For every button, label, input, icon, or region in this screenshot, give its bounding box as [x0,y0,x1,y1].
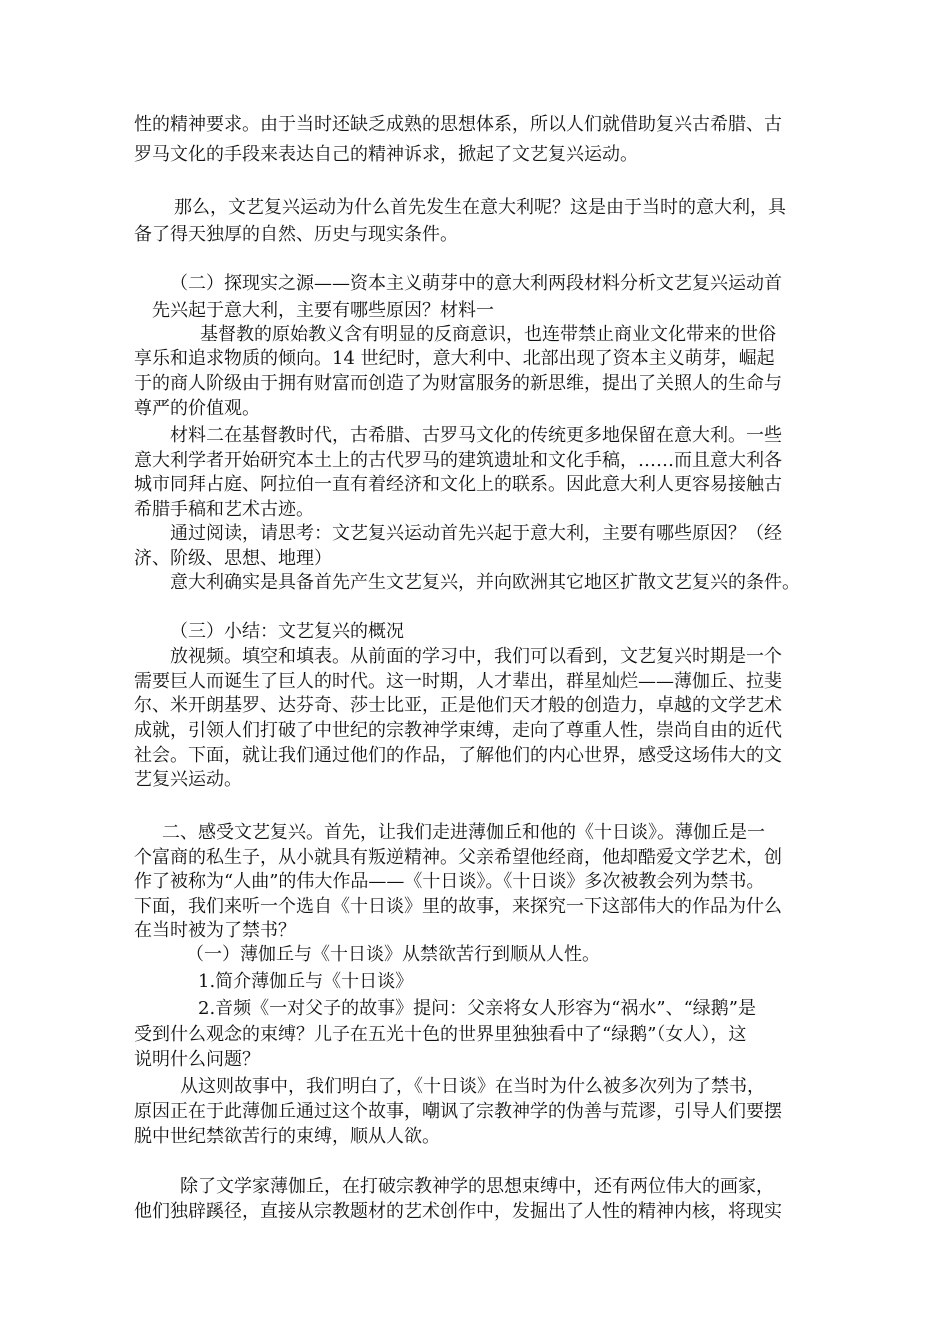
text-line: 先兴起于意大利，主要有哪些原因？材料一 [152,300,494,321]
text-line: 艺复兴运动。 [134,769,242,790]
text-line: 材料二在基督教时代，古希腊、古罗马文化的传统更多地保留在意大利。一些 [170,425,782,446]
text-line: 他们独辟蹊径，直接从宗教题材的艺术创作中，发掘出了人性的精神内核，将现实 [134,1201,782,1222]
text-line: 尔、米开朗基罗、达芬奇、莎士比亚，正是他们天才般的创造力，卓越的文学艺术 [134,695,782,716]
text-line: 性的精神要求。由于当时还缺乏成熟的思想体系，所以人们就借助复兴古希腊、古 [134,114,782,135]
text-line: 社会。下面，就让我们通过他们的作品，了解他们的内心世界，感受这场伟大的文 [134,745,782,766]
text-line: 下面，我们来听一个选自《十日谈》里的故事，来探究一下这部伟大的作品为什么 [134,896,782,917]
text-line: 在当时被为了禁书？ [134,920,296,941]
text-line: 意大利学者开始研究本土上的古代罗马的建筑遗址和文化手稿，……而且意大利各 [134,450,782,471]
text-line: 罗马文化的手段来表达自己的精神诉求，掀起了文艺复兴运动。 [134,144,638,165]
text-line: 基督教的原始教义含有明显的反商意识，也连带禁止商业文化带来的世俗 [200,324,776,345]
text-line: 说明什么问题？ [134,1049,260,1070]
text-line: 希腊手稿和艺术古迹。 [134,499,314,520]
text-line: 那么，文艺复兴运动为什么首先发生在意大利呢？这是由于当时的意大利，具 [174,197,786,218]
text-line: 脱中世纪禁欲苦行的束缚，顺从人欲。 [134,1126,440,1147]
text-line: 享乐和追求物质的倾向。14 世纪时，意大利中、北部出现了资本主义萌芽，崛起 [134,348,775,369]
section-heading: 二、感受文艺复兴。首先，让我们走进薄伽丘和他的《十日谈》。薄伽丘是一 [162,822,765,843]
text-line: 备了得天独厚的自然、历史与现实条件。 [134,224,458,245]
text-line: 作了被称为“人曲”的伟大作品——《十日谈》。《十日谈》多次被教会列为禁书。 [134,871,765,892]
text-line: 于的商人阶级由于拥有财富而创造了为财富服务的新思维，提出了关照人的生命与 [134,373,782,394]
text-line: 原因正在于此薄伽丘通过这个故事，嘲讽了宗教神学的伪善与荒谬，引导人们要摆 [134,1101,782,1122]
text-line: 2.音频《一对父子的故事》提问：父亲将女人形容为“祸水”、“绿鹅”是 [198,998,756,1019]
text-line: 尊严的价值观。 [134,398,260,419]
text-line: 意大利确实是具备首先产生文艺复兴，并向欧洲其它地区扩散文艺复兴的条件。 [170,572,800,593]
text-line: 除了文学家薄伽丘，在打破宗教神学的思想束缚中，还有两位伟大的画家， [180,1176,774,1197]
text-line: 需要巨人而诞生了巨人的时代。这一时期，人才辈出，群星灿烂——薄伽丘、拉斐 [134,671,782,692]
text-line: 放视频。填空和填表。从前面的学习中，我们可以看到，文艺复兴时期是一个 [170,646,782,667]
text-line: 个富商的私生子，从小就具有叛逆精神。父亲希望他经商，他却酷爱文学艺术，创 [134,847,782,868]
text-line: 1.简介薄伽丘与《十日谈》 [198,971,414,992]
text-line: 从这则故事中，我们明白了，《十日谈》在当时为什么被多次列为了禁书， [180,1076,765,1097]
section-heading: （一）薄伽丘与《十日谈》从禁欲苦行到顺从人性。 [186,944,600,965]
text-line: 成就，引领人们打破了中世纪的宗教神学束缚，走向了尊重人性，崇尚自由的近代 [134,720,782,741]
text-line: 通过阅读，请思考：文艺复兴运动首先兴起于意大利，主要有哪些原因？（经 [170,523,782,544]
text-line: 受到什么观念的束缚？儿子在五光十色的世界里独独看中了“绿鹅”（女人），这 [134,1024,747,1045]
text-line: 城市同拜占庭、阿拉伯一直有着经济和文化上的联系。因此意大利人更容易接触古 [134,474,782,495]
section-heading: （三）小结：文艺复兴的概况 [170,621,404,642]
text-line: 济、阶级、思想、地理） [134,548,332,569]
section-heading: （二）探现实之源——资本主义萌芽中的意大利两段材料分析文艺复兴运动首 [170,273,782,294]
